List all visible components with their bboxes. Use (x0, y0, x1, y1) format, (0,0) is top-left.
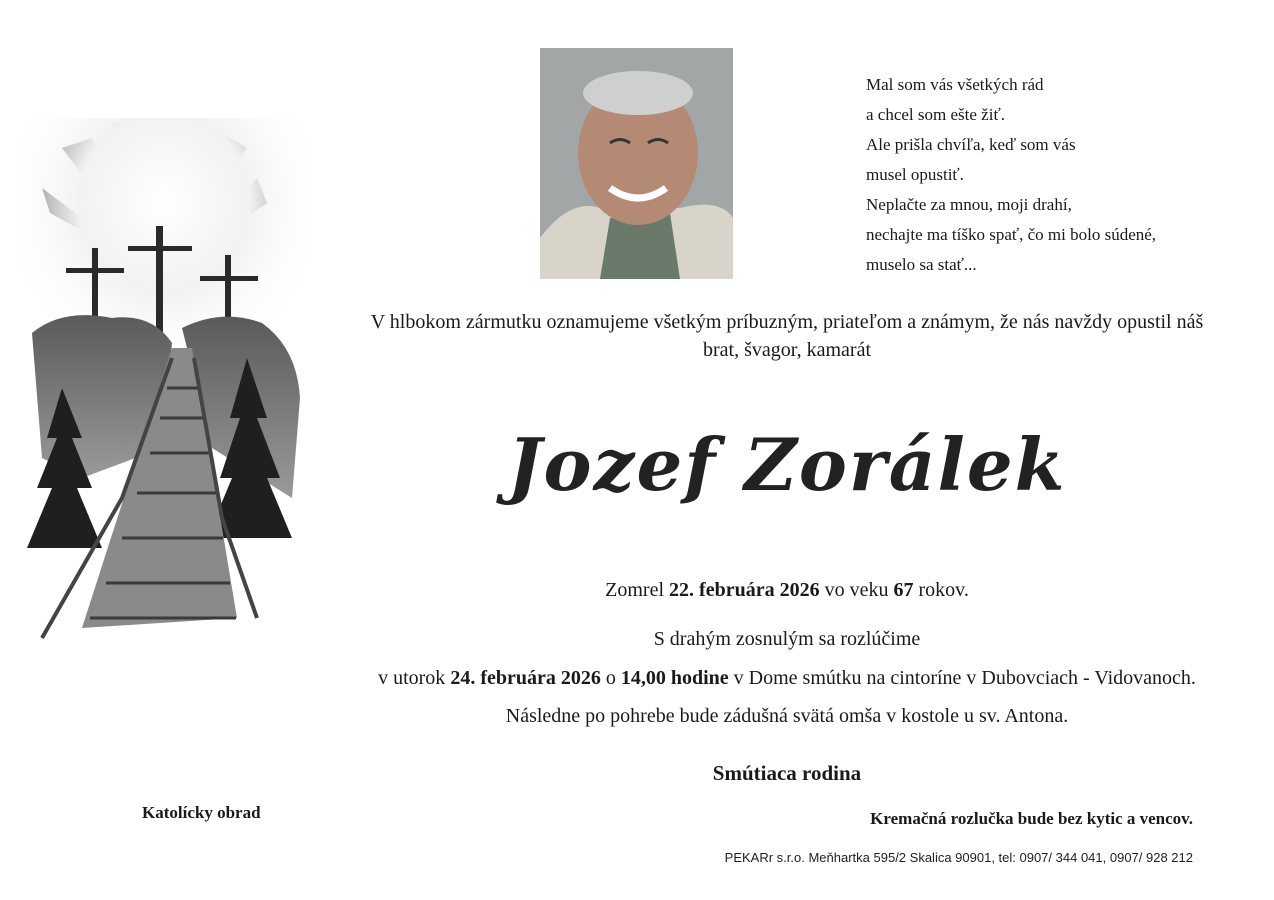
rite-note: Katolícky obrad (142, 803, 261, 822)
poem (866, 70, 1246, 280)
poem-line: muselo sa stať... (866, 255, 977, 274)
crosses-stairway-illustration (22, 118, 306, 646)
farewell-place: v Dome smútku na cintoríne v Dubovciach - Vidovanoch. (733, 667, 1196, 689)
death-age: 67 (893, 579, 914, 601)
announcement-line-2: brat, švagor, kamarát (702, 339, 872, 361)
poem-line: musel opustiť. (866, 165, 964, 184)
farewell-details (300, 664, 1274, 692)
death-info (300, 576, 1274, 604)
poem-line: Mal som vás všetkých rád (866, 75, 1044, 94)
poem-line: a chcel som ešte žiť. (866, 105, 1005, 124)
farewell-middle: o (605, 667, 616, 689)
death-suffix: rokov. (918, 579, 969, 601)
footer-contact: PEKARr s.r.o. Meňhartka 595/2 Skalica 90901, tel: 0907/ 344 041, 0907/ 928 212 (724, 850, 1193, 865)
poem-line: nechajte ma tíško spať, čo mi bolo súdené, (866, 225, 1157, 244)
poem-line: Neplačte za mnou, moji drahí, (866, 195, 1072, 214)
cremation-note: Kremačná rozlučka bude bez kytic a vencov. (870, 809, 1193, 828)
portrait-photo (540, 48, 733, 279)
deceased-name: Jozef Zorálek (507, 422, 1067, 507)
farewell-intro: S drahým zosnulým sa rozlúčime (653, 628, 921, 650)
poem-line: Ale prišla chvíľa, keď som vás (866, 135, 1076, 154)
farewell-date: 24. februára 2026 (450, 667, 601, 689)
crosses-stairway-image (22, 118, 306, 646)
death-prefix: Zomrel (605, 579, 665, 601)
announcement-line-1: V hlbokom zármutku oznamujeme všetkým príbuzným, priateľom a známym, že nás navždy opustil náš (370, 311, 1204, 333)
farewell-mass: Následne po pohrebe bude zádušná svätá omša v kostole u sv. Antona. (505, 705, 1069, 727)
death-date: 22. februára 2026 (669, 579, 820, 601)
portrait-image (540, 48, 733, 279)
signature: Smútiaca rodina (712, 761, 862, 785)
death-middle: vo veku (824, 579, 889, 601)
farewell-prefix: v utorok (378, 667, 446, 689)
farewell-time: 14,00 hodine (620, 667, 729, 689)
